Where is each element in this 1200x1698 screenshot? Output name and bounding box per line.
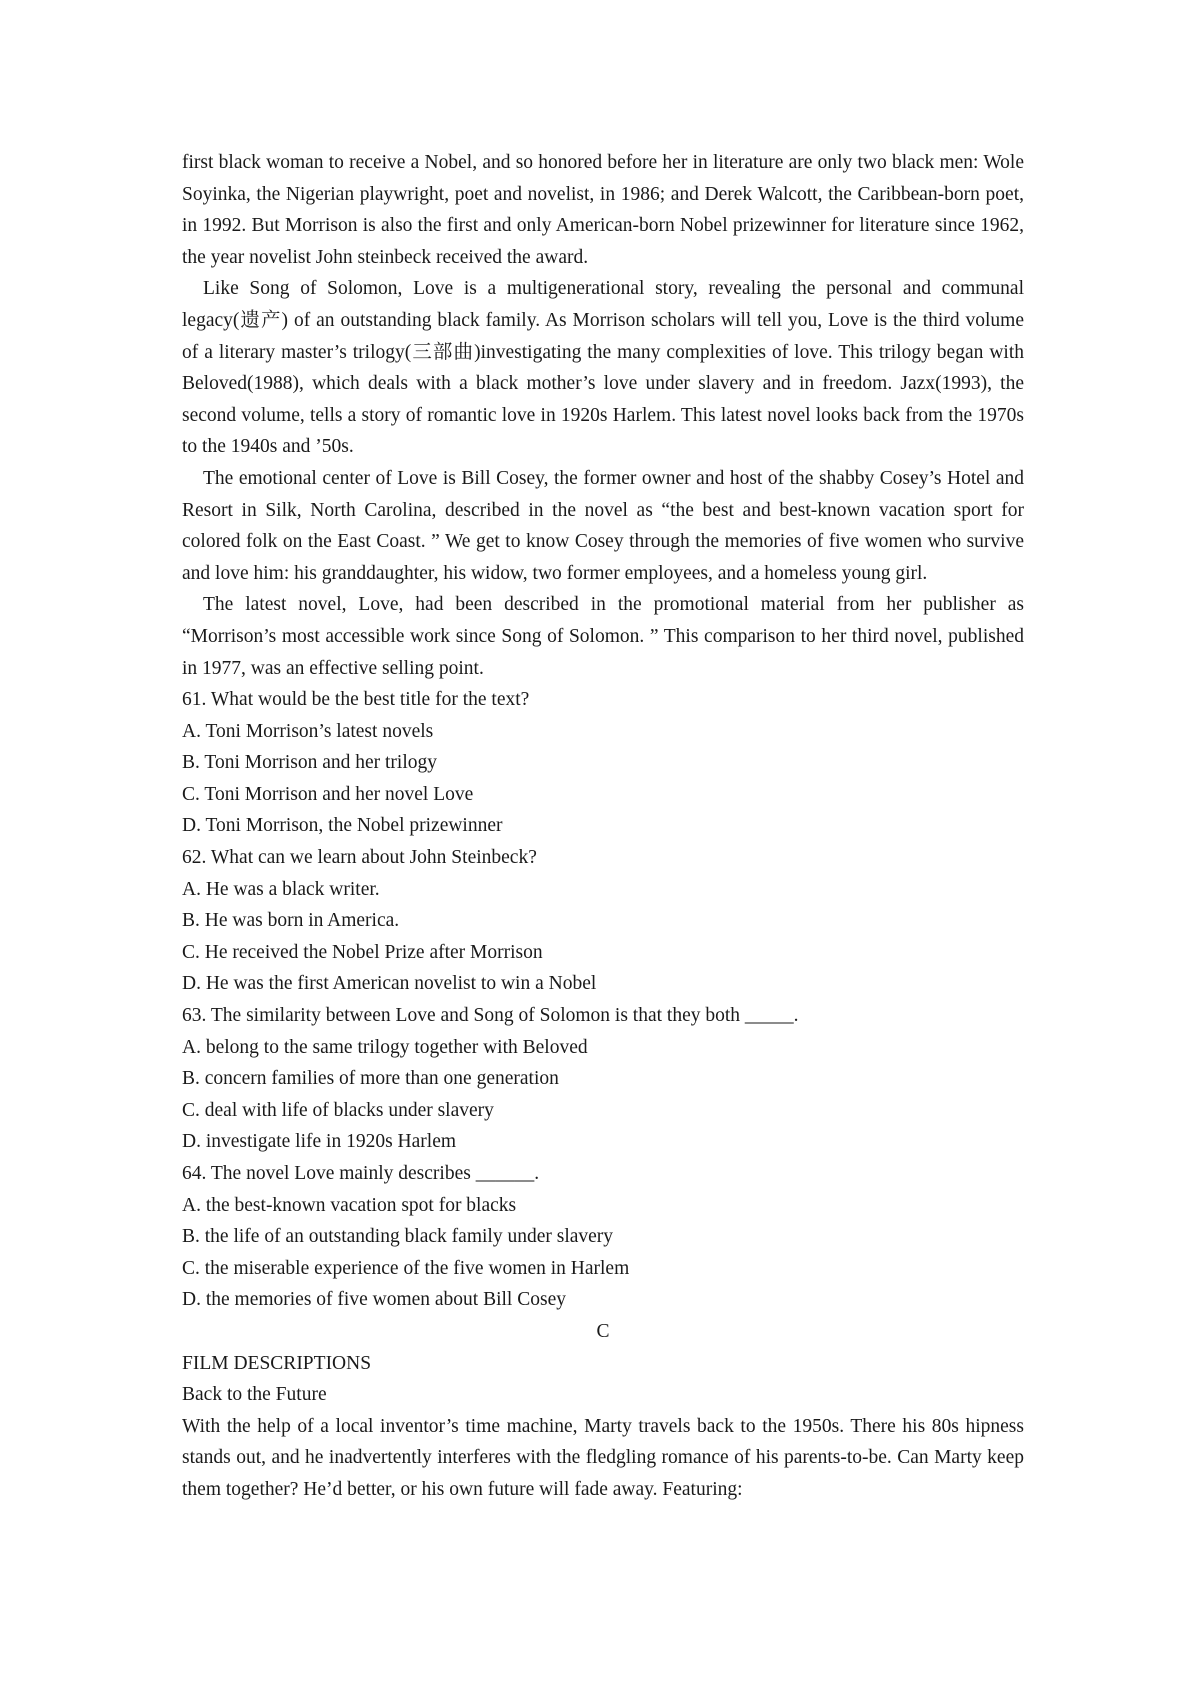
- question-63: [182, 1000, 1024, 1158]
- answer-option: D. Toni Morrison, the Nobel prizewinner: [182, 815, 503, 837]
- answer-option: B. the life of an outstanding black family under slavery: [182, 1226, 614, 1248]
- question-stem: 61. What would be the best title for the text?: [182, 689, 530, 711]
- passage-b-paragraph: The latest novel, Love, had been described in the promotional material from her publisher as “Morrison’s most accessible work since Song of Solomon. ” This comparison to her third novel, published in 1977, was an effective selling point.: [182, 594, 1024, 679]
- film-description: With the help of a local inventor’s time machine, Marty travels back to the 1950s. There his 80s hipness stands out, and he inadvertently interferes with the fledgling romance of his parents-to-be. Can Marty keep them together? He’d better, or his own future will fade away. Featuring:: [182, 1415, 1024, 1500]
- answer-option: C. He received the Nobel Prize after Morrison: [182, 941, 543, 963]
- section-letter: C: [596, 1320, 610, 1342]
- question-stem: 62. What can we learn about John Steinbeck?: [182, 847, 537, 869]
- question-61: [182, 684, 1024, 842]
- answer-option: A. Toni Morrison’s latest novels: [182, 720, 434, 742]
- passage-b-paragraph: Like Song of Solomon, Love is a multigenerational story, revealing the personal and communal legacy(遗产) of an outstanding black family. As Morrison scholars will tell you, Love is the third volume of a literary master’s trilogy(三部曲)investigating the many complexities of love. This trilogy began with Beloved(1988), which deals with a black mother’s love under slavery and in freedom. Jazx(1993), the second volume, tells a story of romantic love in 1920s Harlem. This latest novel looks back from the 1970s to the 1940s and ’50s.: [182, 278, 1024, 458]
- document-page: [182, 147, 1024, 1506]
- question-stem: 64. The novel Love mainly describes ______.: [182, 1163, 540, 1184]
- answer-option: B. concern families of more than one generation: [182, 1068, 559, 1090]
- question-62: [182, 842, 1024, 1000]
- answer-option: A. He was a black writer.: [182, 878, 380, 900]
- answer-option: A. the best-known vacation spot for blacks: [182, 1194, 517, 1216]
- answer-option: C. Toni Morrison and her novel Love: [182, 783, 474, 805]
- answer-option: C. the miserable experience of the five women in Harlem: [182, 1257, 630, 1279]
- answer-option: D. the memories of five women about Bill Cosey: [182, 1289, 566, 1311]
- answer-option: A. belong to the same trilogy together with Beloved: [182, 1036, 588, 1058]
- question-64: [182, 1158, 1024, 1316]
- passage-b-paragraph: The emotional center of Love is Bill Cosey, the former owner and host of the shabby Cosey’s Hotel and Resort in Silk, North Carolina, described in the novel as “the best and best-known vacation sport for colored folk on the East Coast. ” We get to know Cosey through the memories of five women who survive and love him: his granddaughter, his widow, two former employees, and a homeless young girl.: [182, 467, 1024, 584]
- answer-option: D. investigate life in 1920s Harlem: [182, 1131, 457, 1153]
- question-stem: 63. The similarity between Love and Song of Solomon is that they both _____.: [182, 1005, 799, 1027]
- answer-option: B. Toni Morrison and her trilogy: [182, 752, 438, 774]
- answer-option: B. He was born in America.: [182, 910, 400, 932]
- answer-option: D. He was the first American novelist to win a Nobel: [182, 973, 597, 995]
- section-heading: FILM DESCRIPTIONS: [182, 1352, 372, 1374]
- answer-option: C. deal with life of blacks under slavery: [182, 1099, 494, 1121]
- film-title: Back to the Future: [182, 1384, 327, 1406]
- passage-b-paragraph: first black woman to receive a Nobel, and so honored before her in literature are only two black men: Wole Soyinka, the Nigerian playwright, poet and novelist, in 1986; and Derek Walcott, the Caribbean-born poet, in 1992. But Morrison is also the first and only American-born Nobel prizewinner for literature since 1962, the year novelist John steinbeck received the award.: [182, 152, 1024, 268]
